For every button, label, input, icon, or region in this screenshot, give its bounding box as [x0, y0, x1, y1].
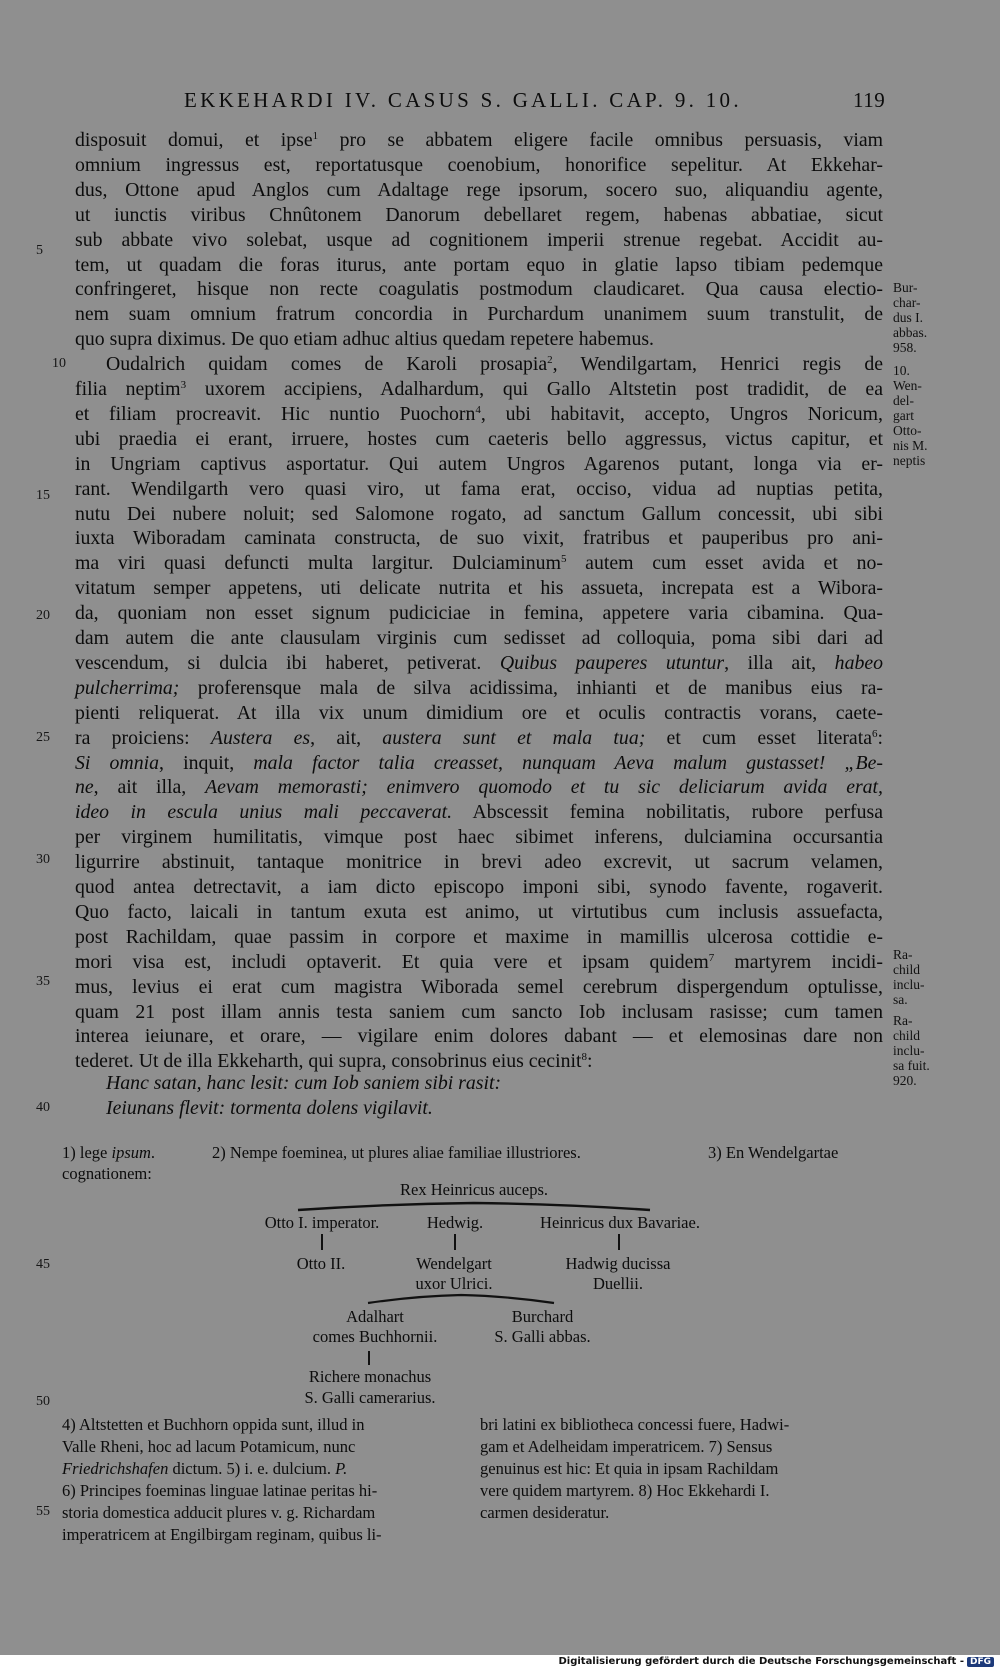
text-line: nem suam omnium fratrum concordia in Purchardum unanimem suum transtulit, de — [75, 303, 883, 325]
line-number: 50 — [36, 1394, 50, 1409]
footnote: cognationem: — [62, 1164, 152, 1183]
line-number: 5 — [36, 243, 43, 258]
text-line: ubi praedia ei erant, irruere, hostes cum caeteris bello aggressus, victus capitur, et — [75, 428, 883, 450]
text-line: pulcherrima; proferensque mala de silva acidissima, inhianti et de manibus eius ra- — [75, 677, 883, 699]
tree-person: Adalhart — [346, 1307, 404, 1326]
footer-credit — [558, 1656, 994, 1667]
line-number: 15 — [36, 488, 50, 503]
text-line: interea ieiunare, et orare, — vigilare enim dolores dabant — et elemosinas dare non — [75, 1025, 883, 1047]
text-line: quo supra diximus. De quo etiam adhuc altius quedam repetere habemus. — [75, 328, 654, 350]
tree-root: Rex Heinricus auceps. — [400, 1180, 548, 1199]
footnote-line: Friedrichshafen dictum. 5) i. e. dulcium. P. — [62, 1459, 348, 1478]
footnote-line: carmen desideratur. — [480, 1503, 610, 1522]
text-line: per virginem humilitatis, vimque post haec sibimet inferens, dulciamina occursantia — [75, 826, 883, 848]
tree-person: Heinricus dux Bavariae. — [540, 1213, 700, 1232]
text-line: filia neptim$^3$ uxorem accipiens, Adalhardum, qui Gallo Altstetin post tradidit, de ea — [75, 378, 883, 400]
text-line: vescendum, si dulcia ibi haberet, petiverat. Quibus pauperes utuntur, illa ait, habeo — [75, 652, 884, 674]
tree-person: Otto II. — [296, 1254, 346, 1273]
footnote-line: storia domestica adducit plures v. g. Richardam — [62, 1503, 376, 1522]
verse-line: Hanc satan, hanc lesit: cum Iob saniem sibi rasit: — [106, 1072, 502, 1094]
text-line: pienti reliquerat. At illa vix unum dimidium ore et oculis contractis vorans, caete- — [75, 702, 883, 724]
tree-connector — [454, 1234, 456, 1250]
text-line: ra proiciens: Austera es, ait, austera sunt et mala tua; et cum esset literata$^6$: — [75, 727, 883, 749]
verse-line: Ieiunans flevit: tormenta dolens vigilavit. — [106, 1097, 433, 1119]
text-line: Oudalrich quidam comes de Karoli prosapia$^2$, Wendilgartam, Henrici regis de — [106, 353, 883, 375]
text-line: disposuit domui, et ipse$^1$ pro se abbatem eligere facile omnibus persuasis, viam — [75, 129, 883, 151]
brace-root — [296, 1200, 652, 1212]
text-line: confringeret, hisque non recte coagulatis postmodum claudicaret. Qua causa electio- — [75, 278, 883, 300]
tree-connector — [321, 1234, 323, 1250]
page-number: 119 — [853, 88, 886, 112]
tree-person: S. Galli camerarius. — [304, 1388, 436, 1407]
line-number: 20 — [36, 608, 50, 623]
text-line: quam 21 post illam annis testa saniem cum sancto Iob inclusam rasisse; cum tamen — [75, 1001, 883, 1023]
text-line: iuxta Wiboradam caminata constructa, de suo vixit, fratribus et pauperibus pro ani- — [75, 527, 883, 549]
tree-person: Duellii. — [593, 1274, 643, 1293]
footnote-line: 6) Principes foeminas linguae latinae peritas hi- — [62, 1481, 378, 1500]
scanned-page: EKKEHARDI IV. CASUS S. GALLI. CAP. 9. 10. 119 disposuit domui, et ipse$^1$ pro se abbatem eligere facile omnibus persuasis, viam omnium ingressus est, reportatusque coenobium, honorifice sepelitur. At Ekkehar- dus, Ottone apud Anglos cum Adaltage rege ipsorum, socero suo, aliquandiu agente, ut iunctis viribus Chnûtonem Danorum debellaret regem, habenas abbatiae, sicut sub abbate vivo solebat, usque ad cognitionem imperii strenue regebat. Accidit au- tem, ut quadam die foras iturus, ante portam equo in glatie lapso tibiam pedemque confringeret, hisque non recte coagulatis postmodum claudicaret. Qua causa electio- nem suam omnium fratrum concordia in Purchardum unanimem suum transtulit, de quo supra diximus. De quo etiam adhuc altius quedam repetere habemus. Oudalrich quidam comes de Karoli prosapia$^2$, Wendilgartam, Henrici regis de filia neptim$^3$ uxorem accipiens, Adalhardum, qui Gallo Altstetin post tradidit, de ea et filiam procreavit. Hic nuntio Puochorn$^4$, ubi habitavit, accepto, Ungros Noricum, ubi praedia ei erant, irruere, hostes cum caeteris bello aggressus, victus capitur, et in Ungriam captivus asportatur. Qui autem Ungros Agarenos putant, longa via er- rant. Wendilgarth vero quasi viro, ut fama erat, occiso, vidua ad nuptias petita, nutu Dei nubere noluit; sed Salomone rogato, ad sanctum Gallum concessit, ubi sibi iuxta Wiboradam caminata constructa, de suo vixit, fratribus et pauperibus pro ani- ma viri quasi defuncti multa largitur. Dulciaminum$^5$ autem cum esset avida et no- vitatum semper appetens, uti delicate nutrita et his assueta, increpata est a Wibora- da, quoniam non esset signum pudiciciae in femina, appetere varia cibamina. Qua- dam autem die ante clausulam virginis cum sedisset ad colloquia, poma sibi dari ad vescendum, si dulcia ibi haberet, petiverat. Quibus pauperes utuntur, illa ait, habeo pulcherrima; proferensque mala de silva acidissima, inhianti et de manibus eius ra- pienti reliquerat. At illa vix unum dimidium ore et oculis contractis vorans, caete- ra proiciens: Austera es, ait, austera sunt et mala tua; et cum esset literata$^6$: Si omnia, inquit, mala factor talia creasset, nunquam Aeva malum gustasset! „Be- ne, ait illa, Aevam memorasti; enimvero quomodo et tu sic deliciarum avida erat, ideo in escula unius mali peccaverat. Abscessit femina nobilitatis, rubore perfusa per virginem humilitatis, vimque post haec sibimet inferens, dulciamina occursantia ligurrire abstinuit, tantaque monitrice in brevi adeo excrevit, ut sacrum velamen, quod antea detrectavit, a iam dicto episcopo imponi sibi, synodo favente, rogaverit. Quo facto, laicali in tantum exuta est animo, ut virtutibus cum inclusis assuefacta, post Rachildam, quae passim in corpore et maxime in mamillis ulcerosa cottidie e- mori visa est, includi optaverit. Et quia vere et ipsam quidem$^7$ martyrem incidi- mus, levius ei erat cum magistra Wiborada semel cerebrum dispergendum optulisse, quam 21 post illam annis testa saniem cum sancto Iob inclusam rasisse; cum tamen interea ieiunare, et orare, — vigilare enim dolores dabant — et elemosinas dare non tederet. Ut de illa Ekkeharth, qui supra, consobrinus eius cecinit$^8$: Hanc satan, hanc lesit: cum Iob saniem sibi rasit: Ieiunans flevit: tormenta dolens vigilavit. 5 10 15 20 25 30 35 40 45 50 55 Bur- char- dus I. abbas. 958. 10. Wen- del- gart Otto- nis M. neptis Ra- child inclu- sa. Ra- child inclu- sa fuit. 920. 1) lege ipsum. 2) Nempe foeminea, ut plures aliae familiae illustriores. 3) En Wendelgartae cognationem: Rex Heinricus auceps. Otto I. imperator. Hedwig. Heinricus dux Bavariae. Otto II. Wendelgart uxor Ulrici. Hadwig ducissa Duellii. Adalhart comes Buchhornii. Burchard S. Galli abbas. Richere monachus S. Galli camerarius. 4) Altstetten et Buchhorn oppida sunt, illud in Valle Rheni, hoc ad lacum Potamicum, nunc Friedrichshafen dictum. 5) i. e. dulcium. P. 6) Principes foeminas linguae latinae peritas hi- storia domestica adducit plures v. g. Richardam imperatricem at Engilbirgam reginam, quibus li- bri latini ex bibliotheca concessi fuere, Hadwi- gam et Adelheidam imperatricem. 7) Sensus genuinus est hic: Et quia in ipsam Rachildam vere quidem martyrem. 8) Hoc Ekkehardi I. carmen desideratur. — [0, 0, 1000, 1655]
line-number: 10 — [52, 356, 66, 371]
footnote: 1) lege ipsum. — [62, 1143, 156, 1162]
footnote-line: Valle Rheni, hoc ad lacum Potamicum, nunc — [62, 1437, 356, 1456]
text-line: ideo in escula unius mali peccaverat. Abscessit femina nobilitatis, rubore perfusa — [75, 801, 883, 823]
tree-person: Richere monachus — [308, 1367, 432, 1386]
text-line: tederet. Ut de illa Ekkeharth, qui supra, consobrinus eius cecinit$^8$: — [75, 1050, 593, 1072]
text-line: da, quoniam non esset signum pudiciciae in femina, appetere varia cibamina. Qua- — [75, 602, 883, 624]
line-number: 30 — [36, 852, 50, 867]
tree-person: Otto I. imperator. — [264, 1213, 380, 1232]
line-number: 25 — [36, 730, 50, 745]
footnote-line: 4) Altstetten et Buchhorn oppida sunt, illud in — [62, 1415, 365, 1434]
line-number: 45 — [36, 1257, 50, 1272]
tree-person: Wendelgart — [416, 1254, 492, 1273]
footnote-line: gam et Adelheidam imperatricem. 7) Sensus — [480, 1437, 773, 1456]
text-line: tem, ut quadam die foras iturus, ante portam equo in glatie lapso tibiam pedemque — [75, 254, 883, 276]
text-line: nutu Dei nubere noluit; sed Salomone rogato, ad sanctum Gallum concessit, ubi sibi — [75, 503, 883, 525]
text-line: quod antea detrectavit, a iam dicto episcopo imponi sibi, synodo favente, rogaverit. — [75, 876, 883, 898]
text-line: ligurrire abstinuit, tantaque monitrice in brevi adeo excrevit, ut sacrum velamen, — [75, 851, 883, 873]
running-header: EKKEHARDI IV. CASUS S. GALLI. CAP. 9. 10. — [184, 88, 742, 112]
text-line: post Rachildam, quae passim in corpore et maxime in mamillis ulcerosa cottidie e- — [75, 926, 883, 948]
tree-person: Hadwig ducissa — [565, 1254, 671, 1273]
tree-person: S. Galli abbas. — [494, 1327, 591, 1346]
line-number: 55 — [36, 1504, 50, 1519]
footnote-line: vere quidem martyrem. 8) Hoc Ekkehardi I. — [480, 1481, 770, 1500]
text-line: in Ungriam captivus asportatur. Qui autem Ungros Agarenos putant, longa via er- — [75, 453, 883, 475]
dfg-logo: DFG — [967, 1657, 994, 1667]
tree-person: Burchard — [511, 1307, 574, 1326]
text-line: sub abbate vivo solebat, usque ad cognitionem imperii strenue regebat. Accidit au- — [75, 229, 883, 251]
tree-person: Hedwig. — [426, 1213, 484, 1232]
text-line: Quo facto, laicali in tantum exuta est animo, ut virtutibus cum inclusis assuefacta, — [75, 901, 883, 923]
text-line: dus, Ottone apud Anglos cum Adaltage rege ipsorum, socero suo, aliquandiu agente, — [75, 179, 883, 201]
text-line: omnium ingressus est, reportatusque coenobium, honorifice sepelitur. At Ekkehar- — [75, 154, 883, 176]
text-line: vitatum semper appetens, uti delicate nutrita et his assueta, increpata est a Wibora- — [75, 577, 883, 599]
text-line: ut iunctis viribus Chnûtonem Danorum debellaret regem, habenas abbatiae, sicut — [75, 204, 883, 226]
text-line: ne, ait illa, Aevam memorasti; enimvero quomodo et tu sic deliciarum avida erat, — [75, 776, 884, 798]
footnote: 3) En Wendelgartae — [708, 1143, 839, 1162]
footnote: 2) Nempe foeminea, ut plures aliae familiae illustriores. — [212, 1143, 581, 1162]
text-line: et filiam procreavit. Hic nuntio Puochorn$^4$, ubi habitavit, accepto, Ungros Noricum, — [75, 403, 883, 425]
tree-connector — [618, 1234, 620, 1250]
footnote-line: genuinus est hic: Et quia in ipsam Rachildam — [480, 1459, 779, 1478]
text-line: dam autem die ante clausulam virginis cum sedisset ad colloquia, poma sibi dari ad — [75, 627, 883, 649]
tree-person: comes Buchhornii. — [312, 1327, 438, 1346]
text-line: rant. Wendilgarth vero quasi viro, ut fama erat, occiso, vidua ad nuptias petita, — [75, 478, 883, 500]
tree-connector — [368, 1351, 370, 1365]
line-number: 35 — [36, 974, 50, 989]
footnote-line: imperatricem at Engilbirgam reginam, quibus li- — [62, 1525, 382, 1544]
tree-person: uxor Ulrici. — [415, 1274, 493, 1293]
brace-children — [366, 1293, 556, 1305]
line-number: 40 — [36, 1100, 50, 1115]
text-line: Si omnia, inquit, mala factor talia creasset, nunquam Aeva malum gustasset! „Be- — [75, 752, 883, 774]
text-line: mori visa est, includi optaverit. Et quia vere et ipsam quidem$^7$ martyrem incidi- — [75, 951, 883, 973]
footer-text: Digitalisierung gefördert durch die Deutsche Forschungsgemeinschaft - — [558, 1656, 964, 1667]
footnote-line: bri latini ex bibliotheca concessi fuere, Hadwi- — [480, 1415, 790, 1434]
text-line: ma viri quasi defuncti multa largitur. Dulciaminum$^5$ autem cum esset avida et no- — [75, 552, 884, 574]
text-line: mus, levius ei erat cum magistra Wiborada semel cerebrum dispergendum optulisse, — [75, 976, 883, 998]
